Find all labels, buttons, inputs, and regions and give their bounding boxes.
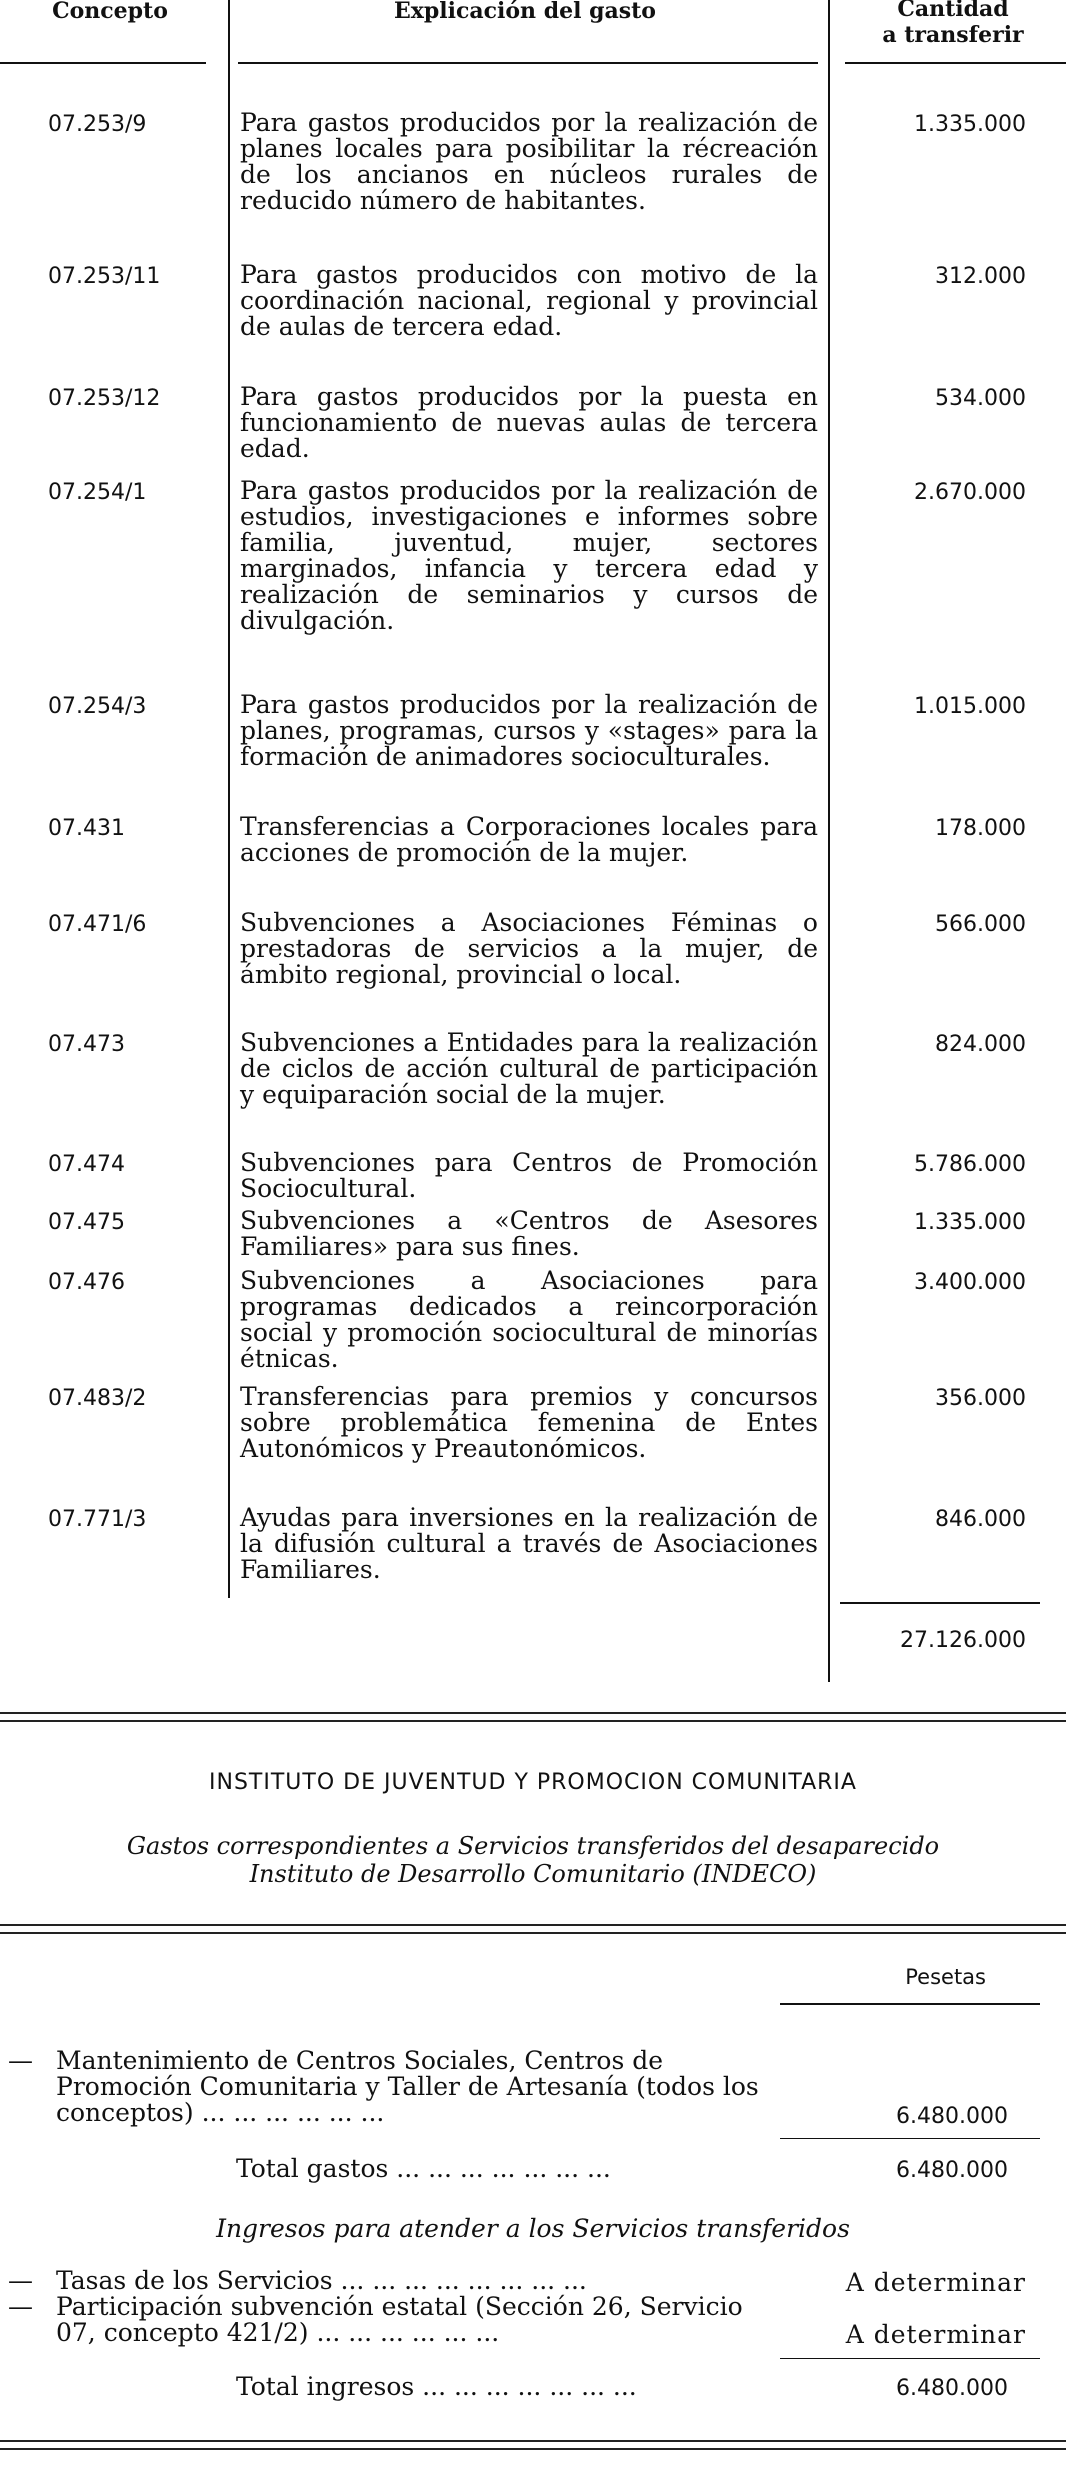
item-text: Tasas de los Servicios ... ... ... ... ... ... ... ... <box>56 2266 587 2295</box>
header-cantidad-line2: a transferir <box>882 22 1024 48</box>
ingresos-heading: Ingresos para atender a los Servicios transferidos <box>216 2214 850 2243</box>
header-explicacion: Explicación del gasto <box>394 0 656 24</box>
row-text: Transferencias a Corporaciones locales para acciones de promoción de la mujer. <box>240 812 818 867</box>
row-code: 07.253/12 <box>48 386 161 411</box>
row-text: Subvenciones a Asociaciones Féminas o prestadoras de servicios a la mujer, de ámbito regional, provincial o local. <box>240 908 818 989</box>
row-code: 07.253/11 <box>48 264 161 289</box>
item-text: Mantenimiento de Centros Sociales, Centros de Promoción Comunitaria y Taller de Artesanía (todos los conceptos) ... ... ... ... ... ... <box>56 2046 759 2127</box>
section-title: INSTITUTO DE JUVENTUD Y PROMOCION COMUNITARIA <box>209 1770 857 1795</box>
row-amount: 846.000 <box>935 1507 1026 1532</box>
item-dash: — <box>8 2292 33 2321</box>
row-text: Para gastos producidos por la realización de planes, programas, cursos y «stages» para la formación de animadores socioculturales. <box>240 690 818 771</box>
header-rule-right <box>845 62 1066 64</box>
header-cantidad <box>840 0 1066 48</box>
row-amount: 1.015.000 <box>914 694 1026 719</box>
pesetas-header: Pesetas <box>905 1965 986 1989</box>
gastos-rule <box>780 2138 1040 2139</box>
column-divider-left <box>228 0 230 1598</box>
row-code: 07.475 <box>48 1210 125 1235</box>
table-total: 27.126.000 <box>900 1628 1026 1653</box>
section-subtitle-2: Instituto de Desarrollo Comunitario (INDECO) <box>249 1860 817 1888</box>
row-code: 07.471/6 <box>48 912 147 937</box>
row-amount: 356.000 <box>935 1386 1026 1411</box>
row-text: Subvenciones a Entidades para la realización de ciclos de acción cultural de participación y equiparación social de la mujer. <box>240 1028 818 1109</box>
row-code: 07.771/3 <box>48 1507 147 1532</box>
row-amount: 178.000 <box>935 816 1026 841</box>
header-concepto: Concepto <box>52 0 168 24</box>
row-code: 07.483/2 <box>48 1386 147 1411</box>
row-code: 07.253/9 <box>48 112 147 137</box>
row-amount: 1.335.000 <box>914 112 1026 137</box>
list-item <box>8 2268 788 2294</box>
total-gastos-label: Total gastos ... ... ... ... ... ... ... <box>236 2154 611 2183</box>
bottom-separator <box>0 2440 1066 2450</box>
list-item <box>8 2048 788 2126</box>
row-code: 07.254/1 <box>48 480 147 505</box>
row-text: Para gastos producidos por la realización de planes locales para posibilitar la récreación de los ancianos en núcleos rurales de reducido número de habitantes. <box>240 108 818 215</box>
row-amount: 824.000 <box>935 1032 1026 1057</box>
row-code: 07.474 <box>48 1152 125 1177</box>
row-text: Para gastos producidos por la puesta en funcionamiento de nuevas aulas de tercera edad. <box>240 382 818 463</box>
row-amount: 1.335.000 <box>914 1210 1026 1235</box>
item-amount: 6.480.000 <box>896 2104 1008 2129</box>
header-rule-left <box>0 62 206 64</box>
section-separator <box>0 1712 1066 1722</box>
row-text: Subvenciones para Centros de Promoción Sociocultural. <box>240 1148 818 1203</box>
row-text: Transferencias para premios y concursos sobre problemática femenina de Entes Autonómicos y Preautonómicos. <box>240 1382 818 1463</box>
row-amount: 566.000 <box>935 912 1026 937</box>
row-text: Para gastos producidos con motivo de la coordinación nacional, regional y provincial de aulas de tercera edad. <box>240 260 818 341</box>
row-code: 07.473 <box>48 1032 125 1057</box>
row-amount: 2.670.000 <box>914 480 1026 505</box>
item-text: Participación subvención estatal (Sección 26, Servicio 07, concepto 421/2) ... ... ... ... ... ... <box>56 2292 743 2347</box>
row-text: Para gastos producidos por la realización de estudios, investigaciones e informes sobre familia, juventud, mujer, sectores marginados, infancia y tercera edad y realización de seminarios y cursos de divulgación. <box>240 476 818 635</box>
row-text: Subvenciones a «Centros de Asesores Familiares» para sus fines. <box>240 1206 818 1261</box>
row-code: 07.431 <box>48 816 125 841</box>
item-amount: A determinar <box>845 2268 1026 2297</box>
list-item <box>8 2294 788 2346</box>
row-code: 07.476 <box>48 1270 125 1295</box>
header-rule-middle <box>238 62 818 64</box>
ingresos-rule <box>780 2358 1040 2359</box>
total-ingresos-label: Total ingresos ... ... ... ... ... ... ... <box>236 2372 637 2401</box>
item-dash: — <box>8 2046 33 2075</box>
total-ingresos-amount: 6.480.000 <box>896 2376 1008 2401</box>
row-text: Ayudas para inversiones en la realización de la difusión cultural a través de Asociaciones Familiares. <box>240 1503 818 1584</box>
item-dash: — <box>8 2266 33 2295</box>
row-text: Subvenciones a Asociaciones para programas dedicados a reincorporación social y promoción sociocultural de minorías étnicas. <box>240 1266 818 1373</box>
item-amount: A determinar <box>845 2320 1026 2349</box>
row-code: 07.254/3 <box>48 694 147 719</box>
total-gastos-amount: 6.480.000 <box>896 2158 1008 2183</box>
total-rule <box>840 1602 1040 1604</box>
row-amount: 5.786.000 <box>914 1152 1026 1177</box>
section-separator-2 <box>0 1924 1066 1934</box>
column-divider-right <box>828 0 830 1682</box>
section-subtitle-1: Gastos correspondientes a Servicios transferidos del desaparecido <box>126 1832 940 1860</box>
header-cantidad-line1: Cantidad <box>897 0 1009 22</box>
row-amount: 312.000 <box>935 264 1026 289</box>
row-amount: 534.000 <box>935 386 1026 411</box>
pesetas-rule <box>780 2003 1040 2005</box>
row-amount: 3.400.000 <box>914 1270 1026 1295</box>
